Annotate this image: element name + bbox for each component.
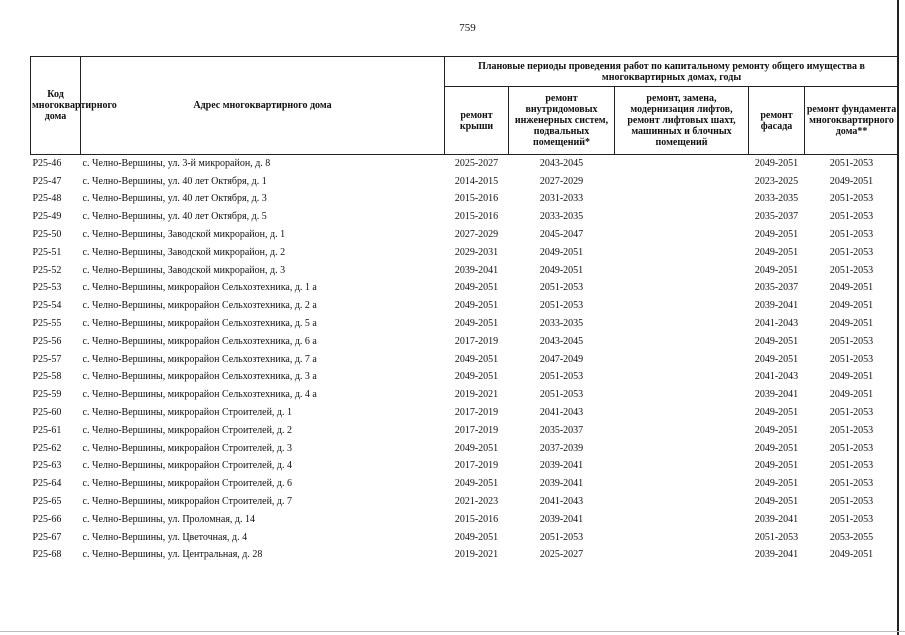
cell-roof: 2014-2015 [454, 175, 499, 187]
cell-systems: 2041-2043 [539, 496, 584, 508]
cell-address: с. Челно-Вершины, микрорайон Сельхозтехника, д. 6 а [82, 335, 317, 347]
cell-systems: 2027-2029 [539, 175, 584, 187]
cell-systems: 2025-2027 [539, 549, 584, 561]
cell-roof: 2027-2029 [454, 229, 499, 241]
cell-code: Р25-47 [32, 175, 62, 187]
cell-facade: 2049-2051 [754, 478, 799, 490]
cell-roof: 2017-2019 [454, 424, 499, 436]
cell-foundation: 2049-2051 [829, 549, 874, 561]
header-facade: ремонт фасада [749, 87, 805, 155]
cell-roof: 2015-2016 [454, 513, 499, 525]
cell-foundation: 2051-2053 [829, 442, 874, 454]
cell-systems: 2039-2041 [539, 513, 584, 525]
cell-address: с. Челно-Вершины, ул. 40 лет Октября, д. 3 [82, 193, 267, 205]
cell-code: Р25-49 [32, 211, 62, 223]
cell-foundation: 2051-2053 [829, 193, 874, 205]
cell-roof: 2029-2031 [454, 246, 499, 258]
cell-code: Р25-59 [32, 389, 62, 401]
cell-lifts [615, 422, 749, 440]
cell-code: Р25-65 [32, 496, 62, 508]
cell-roof: 2049-2051 [454, 442, 499, 454]
cell-facade: 2033-2035 [754, 193, 799, 205]
cell-foundation: 2051-2053 [829, 496, 874, 508]
cell-roof: 2017-2019 [454, 407, 499, 419]
cell-code: Р25-55 [32, 318, 62, 330]
cell-lifts [615, 208, 749, 226]
cell-code: Р25-46 [31, 155, 81, 173]
table-row [31, 297, 899, 315]
cell-facade: 2035-2037 [754, 211, 799, 223]
cell-address: с. Челно-Вершины, микрорайон Сельхозтехника, д. 4 а [82, 389, 317, 401]
cell-foundation: 2051-2053 [829, 335, 874, 347]
cell-roof: 2017-2019 [454, 460, 499, 472]
cell-lifts [615, 244, 749, 262]
cell-roof: 2039-2041 [454, 264, 499, 276]
cell-lifts [615, 386, 749, 404]
cell-address: с. Челно-Вершины, Заводской микрорайон, д. 3 [82, 264, 286, 276]
cell-address: с. Челно-Вершины, ул. Проломная, д. 14 [82, 513, 256, 525]
cell-lifts [615, 191, 749, 209]
cell-address: с. Челно-Вершины, микрорайон Сельхозтехника, д. 3 а [82, 371, 317, 383]
cell-roof: 2049-2051 [454, 300, 499, 312]
cell-facade: 2049-2051 [754, 353, 799, 365]
cell-foundation: 2049-2051 [829, 371, 874, 383]
table-row [31, 475, 899, 493]
cell-foundation: 2051-2053 [829, 229, 874, 241]
cell-foundation: 2051-2053 [829, 407, 874, 419]
cell-lifts [615, 173, 749, 191]
table-row [31, 386, 899, 404]
cell-code: Р25-64 [32, 478, 62, 490]
cell-facade: 2041-2043 [754, 318, 799, 330]
header-roof: ремонт крыши [445, 87, 509, 155]
cell-code: Р25-67 [32, 531, 62, 543]
cell-foundation: 2051-2053 [829, 513, 874, 525]
cell-address: с. Челно-Вершины, ул. 40 лет Октября, д. 1 [82, 175, 267, 187]
cell-foundation: 2051-2053 [829, 264, 874, 276]
cell-facade: 2049-2051 [754, 229, 799, 241]
cell-lifts [615, 315, 749, 333]
cell-roof: 2049-2051 [454, 531, 499, 543]
cell-roof: 2049-2051 [454, 353, 499, 365]
table-row [31, 191, 899, 209]
cell-code: Р25-48 [32, 193, 62, 205]
cell-address: с. Челно-Вершины, ул. Центральная, д. 28 [82, 549, 263, 561]
cell-code: Р25-54 [32, 300, 62, 312]
cell-lifts [615, 493, 749, 511]
cell-code: Р25-56 [32, 335, 62, 347]
header-foundation: ремонт фундамента многоквартирного дома** [805, 87, 899, 155]
cell-foundation: 2049-2051 [829, 175, 874, 187]
cell-foundation: 2051-2053 [829, 478, 874, 490]
cell-address: с. Челно-Вершины, микрорайон Строителей, д. 1 [82, 407, 293, 419]
cell-code: Р25-66 [32, 513, 62, 525]
table-row [31, 173, 899, 191]
page-edge-line [897, 0, 899, 635]
cell-address: с. Челно-Вершины, Заводской микрорайон, д. 1 [82, 229, 286, 241]
cell-systems: 2033-2035 [539, 211, 584, 223]
cell-lifts [615, 440, 749, 458]
cell-lifts [615, 458, 749, 476]
cell-code: Р25-57 [32, 353, 62, 365]
cell-facade: 2049-2051 [754, 496, 799, 508]
cell-address: с. Челно-Вершины, микрорайон Строителей, д. 7 [82, 496, 293, 508]
header-lifts: ремонт, замена, модернизация лифтов, ремонт лифтовых шахт, машинных и блочных помещений [615, 87, 749, 155]
cell-systems: 2033-2035 [539, 318, 584, 330]
header-code: Код многоквартирного дома [31, 57, 81, 155]
cell-systems: 2039-2041 [539, 460, 584, 472]
cell-facade: 2039-2041 [754, 300, 799, 312]
table-row [31, 351, 899, 369]
cell-lifts [615, 511, 749, 529]
cell-roof: 2049-2051 [454, 478, 499, 490]
cell-code: Р25-60 [32, 407, 62, 419]
cell-systems: 2045-2047 [539, 229, 584, 241]
cell-foundation: 2051-2053 [805, 155, 899, 173]
page-number: 759 [459, 22, 476, 34]
cell-roof: 2015-2016 [454, 193, 499, 205]
cell-foundation: 2049-2051 [829, 300, 874, 312]
cell-roof: 2019-2021 [454, 549, 499, 561]
table-body [31, 155, 899, 565]
cell-systems: 2051-2053 [539, 300, 584, 312]
cell-systems: 2035-2037 [539, 424, 584, 436]
cell-systems: 2049-2051 [539, 264, 584, 276]
cell-foundation: 2051-2053 [829, 460, 874, 472]
cell-address: с. Челно-Вершины, ул. 3-й микрорайон, д. 8 [81, 155, 445, 173]
cell-systems: 2047-2049 [539, 353, 584, 365]
table-row [31, 262, 899, 280]
cell-facade: 2049-2051 [749, 155, 805, 173]
cell-roof: 2025-2027 [445, 155, 509, 173]
cell-code: Р25-53 [32, 282, 62, 294]
cell-code: Р25-50 [32, 229, 62, 241]
cell-facade: 2035-2037 [754, 282, 799, 294]
cell-roof: 2021-2023 [454, 496, 499, 508]
cell-address: с. Челно-Вершины, микрорайон Строителей, д. 4 [82, 460, 293, 472]
table-row [31, 404, 899, 422]
table-row [31, 511, 899, 529]
cell-roof: 2049-2051 [454, 371, 499, 383]
cell-code: Р25-51 [32, 246, 62, 258]
cell-lifts [615, 404, 749, 422]
cell-systems: 2051-2053 [539, 531, 584, 543]
cell-foundation: 2051-2053 [829, 424, 874, 436]
cell-lifts [615, 369, 749, 387]
cell-address: с. Челно-Вершины, микрорайон Строителей, д. 6 [82, 478, 293, 490]
cell-systems: 2051-2053 [539, 389, 584, 401]
cell-code: Р25-62 [32, 442, 62, 454]
cell-lifts [615, 351, 749, 369]
capital-repair-table [30, 56, 899, 564]
cell-roof: 2019-2021 [454, 389, 499, 401]
cell-address: с. Челно-Вершины, Заводской микрорайон, д. 2 [82, 246, 286, 258]
cell-address: с. Челно-Вершины, микрорайон Сельхозтехника, д. 1 а [82, 282, 317, 294]
cell-foundation: 2051-2053 [829, 353, 874, 365]
cell-facade: 2039-2041 [754, 389, 799, 401]
cell-systems: 2051-2053 [539, 371, 584, 383]
cell-facade: 2049-2051 [754, 424, 799, 436]
cell-foundation: 2053-2055 [829, 531, 874, 543]
cell-lifts [615, 155, 749, 173]
cell-address: с. Челно-Вершины, микрорайон Сельхозтехника, д. 2 а [82, 300, 317, 312]
cell-lifts [615, 280, 749, 298]
table-row [31, 333, 899, 351]
table-header [31, 57, 899, 155]
table-row [31, 369, 899, 387]
cell-code: Р25-63 [32, 460, 62, 472]
cell-code: Р25-58 [32, 371, 62, 383]
cell-systems: 2043-2045 [509, 155, 615, 173]
cell-lifts [615, 475, 749, 493]
cell-systems: 2039-2041 [539, 478, 584, 490]
cell-code: Р25-52 [32, 264, 62, 276]
cell-roof: 2049-2051 [454, 318, 499, 330]
cell-address: с. Челно-Вершины, микрорайон Строителей, д. 2 [82, 424, 293, 436]
cell-lifts [615, 333, 749, 351]
cell-systems: 2043-2045 [539, 335, 584, 347]
cell-systems: 2037-2039 [539, 442, 584, 454]
header-systems: ремонт внутридомовых инженерных систем, подвальных помещений* [509, 87, 615, 155]
cell-roof: 2015-2016 [454, 211, 499, 223]
table-row [31, 493, 899, 511]
cell-foundation: 2051-2053 [829, 246, 874, 258]
cell-address: с. Челно-Вершины, ул. Цветочная, д. 4 [82, 531, 248, 543]
cell-facade: 2049-2051 [754, 335, 799, 347]
cell-lifts [615, 226, 749, 244]
cell-roof: 2017-2019 [454, 335, 499, 347]
table-row [31, 458, 899, 476]
table-row [31, 208, 899, 226]
page-bottom-line [0, 631, 905, 632]
cell-address: с. Челно-Вершины, микрорайон Сельхозтехника, д. 5 а [82, 318, 317, 330]
cell-facade: 2049-2051 [754, 442, 799, 454]
table-row [31, 244, 899, 262]
cell-facade: 2049-2051 [754, 460, 799, 472]
table-row [31, 529, 899, 547]
table-row [31, 547, 899, 565]
cell-facade: 2039-2041 [754, 549, 799, 561]
cell-address: с. Челно-Вершины, ул. 40 лет Октября, д. 5 [82, 211, 267, 223]
cell-systems: 2031-2033 [539, 193, 584, 205]
cell-foundation: 2049-2051 [829, 389, 874, 401]
cell-foundation: 2051-2053 [829, 211, 874, 223]
cell-code: Р25-61 [32, 424, 62, 436]
cell-address: с. Челно-Вершины, микрорайон Строителей, д. 3 [82, 442, 293, 454]
table-row [31, 226, 899, 244]
cell-code: Р25-68 [32, 549, 62, 561]
cell-address: с. Челно-Вершины, микрорайон Сельхозтехника, д. 7 а [82, 353, 317, 365]
table-row [31, 280, 899, 298]
cell-lifts [615, 547, 749, 565]
cell-facade: 2049-2051 [754, 246, 799, 258]
cell-systems: 2051-2053 [539, 282, 584, 294]
cell-lifts [615, 529, 749, 547]
table-row [31, 440, 899, 458]
cell-roof: 2049-2051 [454, 282, 499, 294]
header-periods: Плановые периоды проведения работ по капитальному ремонту общего имущества в многоквартирных домах, годы [445, 57, 899, 87]
table-row [31, 315, 899, 333]
table-row [31, 155, 899, 173]
cell-foundation: 2049-2051 [829, 282, 874, 294]
cell-facade: 2039-2041 [754, 513, 799, 525]
cell-facade: 2049-2051 [754, 264, 799, 276]
table-row [31, 422, 899, 440]
cell-foundation: 2049-2051 [829, 318, 874, 330]
cell-systems: 2041-2043 [539, 407, 584, 419]
cell-systems: 2049-2051 [539, 246, 584, 258]
cell-lifts [615, 262, 749, 280]
header-address: Адрес многоквартирного дома [81, 57, 445, 155]
cell-facade: 2041-2043 [754, 371, 799, 383]
cell-facade: 2049-2051 [754, 407, 799, 419]
cell-lifts [615, 297, 749, 315]
cell-facade: 2023-2025 [754, 175, 799, 187]
cell-facade: 2051-2053 [754, 531, 799, 543]
